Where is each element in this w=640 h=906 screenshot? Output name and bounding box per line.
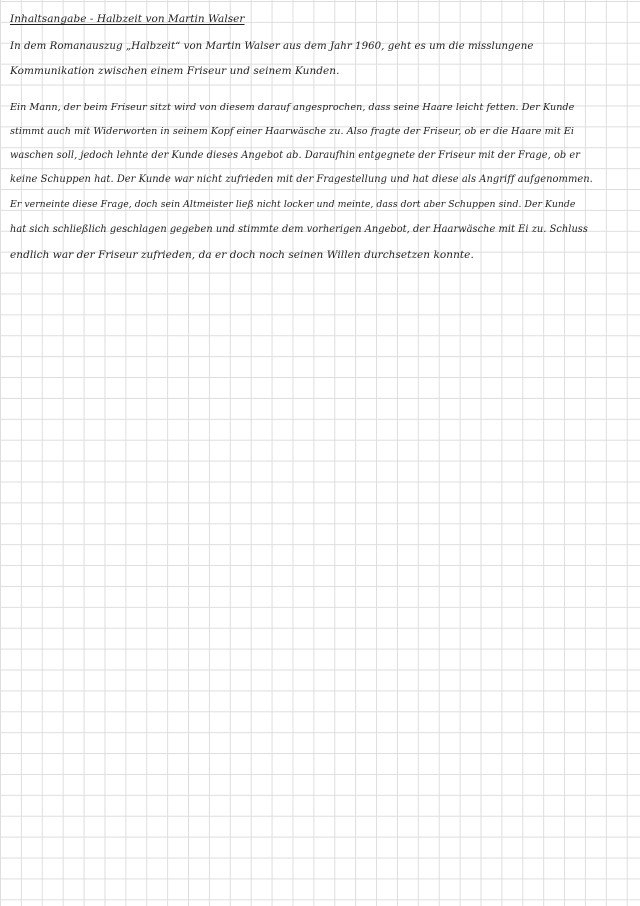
document-title-text: Inhaltsangabe - Halbzeit von Martin Walser [10, 13, 245, 25]
intro-line: In dem Romanauszug „Halbzeit“ von Martin Walser aus dem Jahr 1960, geht es um die misslungene [10, 41, 534, 52]
document-title [10, 12, 245, 26]
body-line: endlich war der Friseur zufrieden, da er doch noch seinen Willen durchsetzen konnte. [10, 249, 474, 261]
body-line: Ein Mann, der beim Friseur sitzt wird von diesem darauf angesprochen, dass seine Haare leicht fetten. Der Kunde [10, 102, 575, 113]
intro-line: Kommunikation zwischen einem Friseur und seinem Kunden. [10, 65, 340, 77]
body-line: Er verneinte diese Frage, doch sein Altmeister ließ nicht locker und meinte, dass dort aber Schuppen sind. Der Kunde [10, 199, 576, 210]
body-line: hat sich schließlich geschlagen gegeben und stimmte dem vorherigen Angebot, der Haarwäsche mit Ei zu. Schluss [10, 224, 588, 235]
body-line: waschen soll, jedoch lehnte der Kunde dieses Angebot ab. Daraufhin entgegnete der Friseur mit der Frage, ob er [10, 150, 580, 161]
body-line: keine Schuppen hat. Der Kunde war nicht zufrieden mit der Fragestellung und hat diese als Angriff aufgenommen. [10, 174, 593, 185]
body-line: stimmt auch mit Widerworten in seinem Kopf einer Haarwäsche zu. Also fragte der Friseur, ob er die Haare mit Ei [10, 126, 575, 137]
